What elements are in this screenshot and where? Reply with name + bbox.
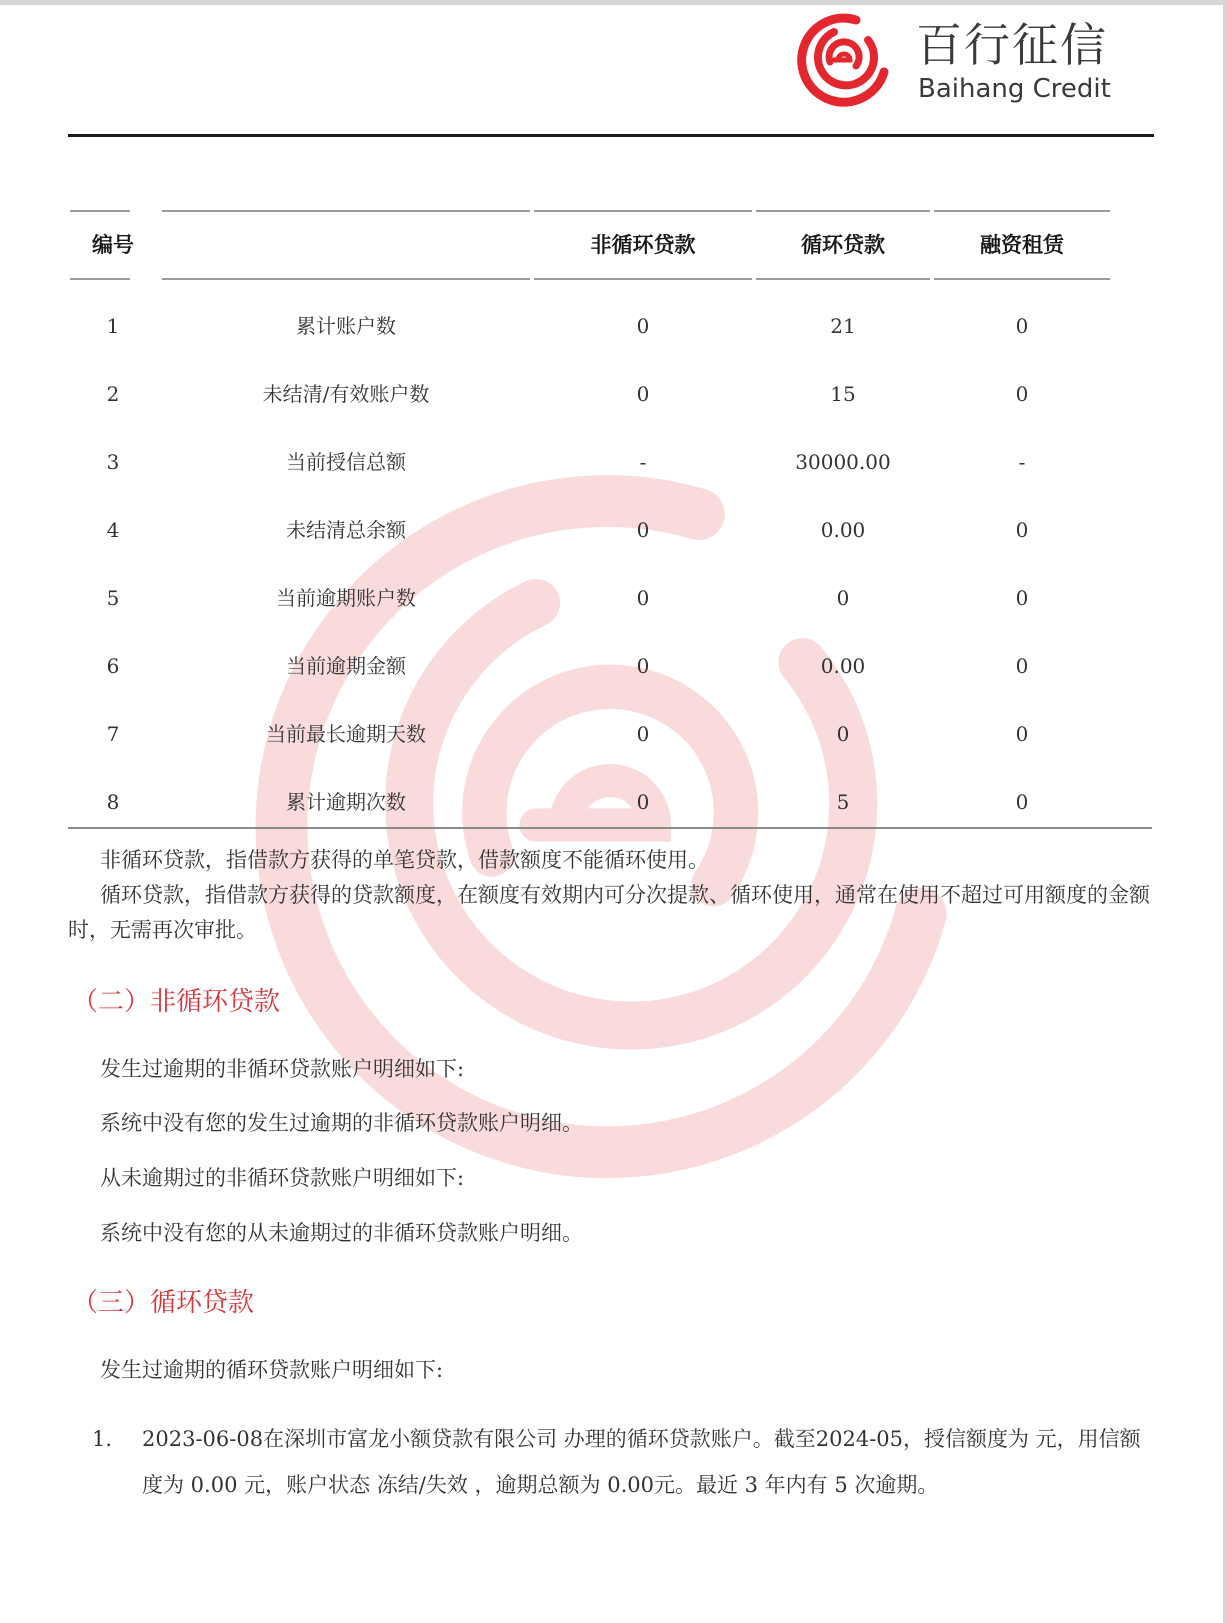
note-revolving: 循环贷款，指借款方获得的贷款额度，在额度有效期内可分次提款、循环使用，通常在使用不超过可用额度的金额时，无需再次审批。 bbox=[68, 883, 1150, 942]
header-bottom-rule-col2 bbox=[162, 278, 530, 280]
section-title-non-revolving: （二）非循环贷款 bbox=[72, 987, 281, 1017]
cell-non-revolving: 0 bbox=[636, 382, 650, 406]
cell-number: 5 bbox=[106, 586, 120, 610]
header-bottom-rule-col5 bbox=[934, 278, 1110, 280]
logo-name-cn: 百行征信 bbox=[916, 18, 1108, 72]
table-row bbox=[70, 768, 1150, 836]
cell-non-revolving: 0 bbox=[636, 654, 650, 678]
header-bottom-rule-col1 bbox=[70, 278, 130, 280]
cell-item: 未结清/有效账户数 bbox=[262, 382, 430, 406]
cell-revolving: 0 bbox=[836, 586, 850, 610]
cell-item: 累计逾期次数 bbox=[286, 790, 406, 814]
cell-number: 8 bbox=[106, 790, 120, 814]
table-row bbox=[70, 428, 1150, 496]
table-row bbox=[70, 632, 1150, 700]
cell-leasing: 0 bbox=[1015, 518, 1029, 542]
cell-revolving: 30000.00 bbox=[795, 450, 891, 474]
cell-leasing: 0 bbox=[1015, 654, 1029, 678]
header-rule-col2 bbox=[162, 210, 530, 212]
cell-leasing: 0 bbox=[1015, 722, 1029, 746]
cell-item: 当前逾期金额 bbox=[286, 654, 406, 678]
header-number: 编号 bbox=[92, 233, 134, 257]
cell-leasing: 0 bbox=[1015, 382, 1029, 406]
account-number: 1. bbox=[92, 1427, 113, 1451]
cell-item: 当前最长逾期天数 bbox=[266, 722, 426, 746]
cell-non-revolving: 0 bbox=[636, 790, 650, 814]
header-rule-col4 bbox=[756, 210, 930, 212]
non-revolving-overdue-heading: 发生过逾期的非循环贷款账户明细如下: bbox=[100, 1057, 465, 1081]
table-row bbox=[70, 360, 1150, 428]
page-right-border bbox=[1223, 0, 1227, 1623]
cell-number: 1 bbox=[106, 314, 120, 338]
header-item bbox=[162, 228, 530, 262]
section-title-revolving: （三）循环贷款 bbox=[72, 1288, 255, 1318]
table-row bbox=[70, 564, 1150, 632]
page-top-border bbox=[0, 0, 1227, 5]
cell-non-revolving: 0 bbox=[636, 314, 650, 338]
revolving-overdue-heading: 发生过逾期的循环贷款账户明细如下: bbox=[100, 1358, 444, 1382]
cell-leasing: - bbox=[1018, 450, 1026, 474]
cell-number: 6 bbox=[106, 654, 120, 678]
cell-number: 7 bbox=[106, 722, 120, 746]
cell-non-revolving: 0 bbox=[636, 586, 650, 610]
cell-non-revolving: - bbox=[639, 450, 647, 474]
cell-revolving: 5 bbox=[836, 790, 850, 814]
header-divider bbox=[68, 134, 1154, 137]
cell-leasing: 0 bbox=[1015, 790, 1029, 814]
cell-number: 4 bbox=[106, 518, 120, 542]
header-rule-col1 bbox=[70, 210, 130, 212]
cell-non-revolving: 0 bbox=[636, 518, 650, 542]
non-revolving-never-none: 系统中没有您的从未逾期过的非循环贷款账户明细。 bbox=[100, 1221, 583, 1245]
table-row bbox=[70, 292, 1150, 360]
cell-revolving: 0.00 bbox=[820, 518, 866, 542]
cell-revolving: 21 bbox=[830, 314, 856, 338]
header-rule-col3 bbox=[534, 210, 752, 212]
cell-revolving: 0 bbox=[836, 722, 850, 746]
header-bottom-rule-col4 bbox=[756, 278, 930, 280]
note-non-revolving: 非循环贷款，指借款方获得的单笔贷款，借款额度不能循环使用。 bbox=[100, 848, 709, 872]
definition-notes bbox=[68, 843, 1154, 948]
cell-number: 3 bbox=[106, 450, 120, 474]
header-leasing: 融资租赁 bbox=[980, 233, 1064, 257]
cell-item: 累计账户数 bbox=[296, 314, 396, 338]
header-non-revolving: 非循环贷款 bbox=[590, 233, 696, 257]
logo-name-en: Baihang Credit bbox=[918, 74, 1111, 104]
table-bottom-rule bbox=[68, 827, 1152, 829]
table-row bbox=[70, 700, 1150, 768]
cell-leasing: 0 bbox=[1015, 586, 1029, 610]
header-revolving: 循环贷款 bbox=[801, 233, 885, 257]
cell-revolving: 15 bbox=[830, 382, 856, 406]
non-revolving-overdue-none: 系统中没有您的发生过逾期的非循环贷款账户明细。 bbox=[100, 1111, 583, 1135]
account-description: 2023-06-08在深圳市富龙小额贷款有限公司 办理的循环贷款账户。截至2024-05，授信额度为 元，用信额度为 0.00 元，账户状态 冻结/失效 ，逾期总额为 0.00元。最近 3 年内有 5 次逾期。 bbox=[142, 1427, 1141, 1497]
cell-number: 2 bbox=[106, 382, 120, 406]
header-bottom-rule-col3 bbox=[534, 278, 752, 280]
cell-item: 当前授信总额 bbox=[286, 450, 406, 474]
table-row bbox=[70, 496, 1150, 564]
cell-leasing: 0 bbox=[1015, 314, 1029, 338]
cell-item: 未结清总余额 bbox=[286, 518, 406, 542]
cell-item: 当前逾期账户数 bbox=[276, 586, 416, 610]
cell-revolving: 0.00 bbox=[820, 654, 866, 678]
non-revolving-never-heading: 从未逾期过的非循环贷款账户明细如下: bbox=[100, 1166, 465, 1190]
baihang-logo bbox=[792, 10, 1111, 110]
cell-non-revolving: 0 bbox=[636, 722, 650, 746]
baihang-logo-icon bbox=[792, 10, 896, 110]
header-rule-col5 bbox=[934, 210, 1110, 212]
